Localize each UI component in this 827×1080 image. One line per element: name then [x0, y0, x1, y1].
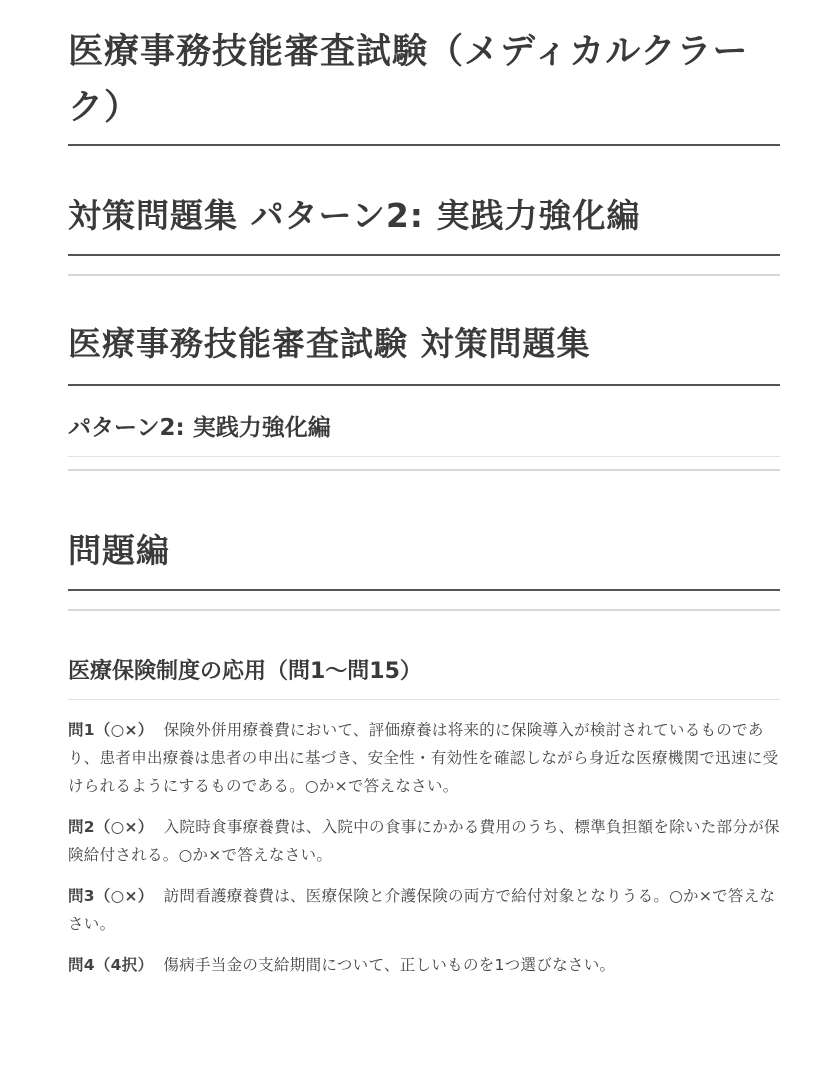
section-heading: 医療保険制度の応用（問1〜問15） — [68, 657, 780, 700]
page-title-line1: 医療事務技能審査試験（メディカルクラー — [68, 32, 749, 72]
pattern-subheading: パターン2: 実践力強化編 — [68, 412, 780, 457]
divider — [68, 274, 780, 276]
question-2 — [68, 813, 780, 869]
question-label: 問2（○×） — [68, 818, 154, 836]
question-4 — [68, 951, 780, 979]
strategy-heading: 対策問題集 パターン2: 実践力強化編 — [68, 196, 780, 256]
collection-heading: 医療事務技能審査試験 対策問題集 — [68, 324, 780, 386]
page-title — [68, 0, 780, 146]
question-3 — [68, 882, 780, 938]
problems-heading: 問題編 — [68, 531, 780, 591]
question-label: 問1（○×） — [68, 721, 154, 739]
question-text: 傷病手当金の支給期間について、正しいものを1つ選びなさい。 — [163, 956, 616, 974]
divider — [68, 609, 780, 611]
question-label: 問4（4択） — [68, 956, 154, 974]
question-text: 訪問看護療養費は、医療保険と介護保険の両方で給付対象となりうる。○か×で答えなさい。 — [68, 887, 776, 933]
question-1 — [68, 716, 780, 800]
page-title-line2: ク） — [68, 88, 141, 128]
question-text: 入院時食事療養費は、入院中の食事にかかる費用のうち、標準負担額を除いた部分が保険給付される。○か×で答えなさい。 — [68, 818, 780, 864]
question-text: 保険外併用療養費において、評価療養は将来的に保険導入が検討されているものであり、患者申出療養は患者の申出に基づき、安全性・有効性を確認しながら身近な医療機関で迅速に受けられるようにするものである。○か×で答えなさい。 — [68, 721, 779, 795]
question-label: 問3（○×） — [68, 887, 154, 905]
divider — [68, 469, 780, 471]
